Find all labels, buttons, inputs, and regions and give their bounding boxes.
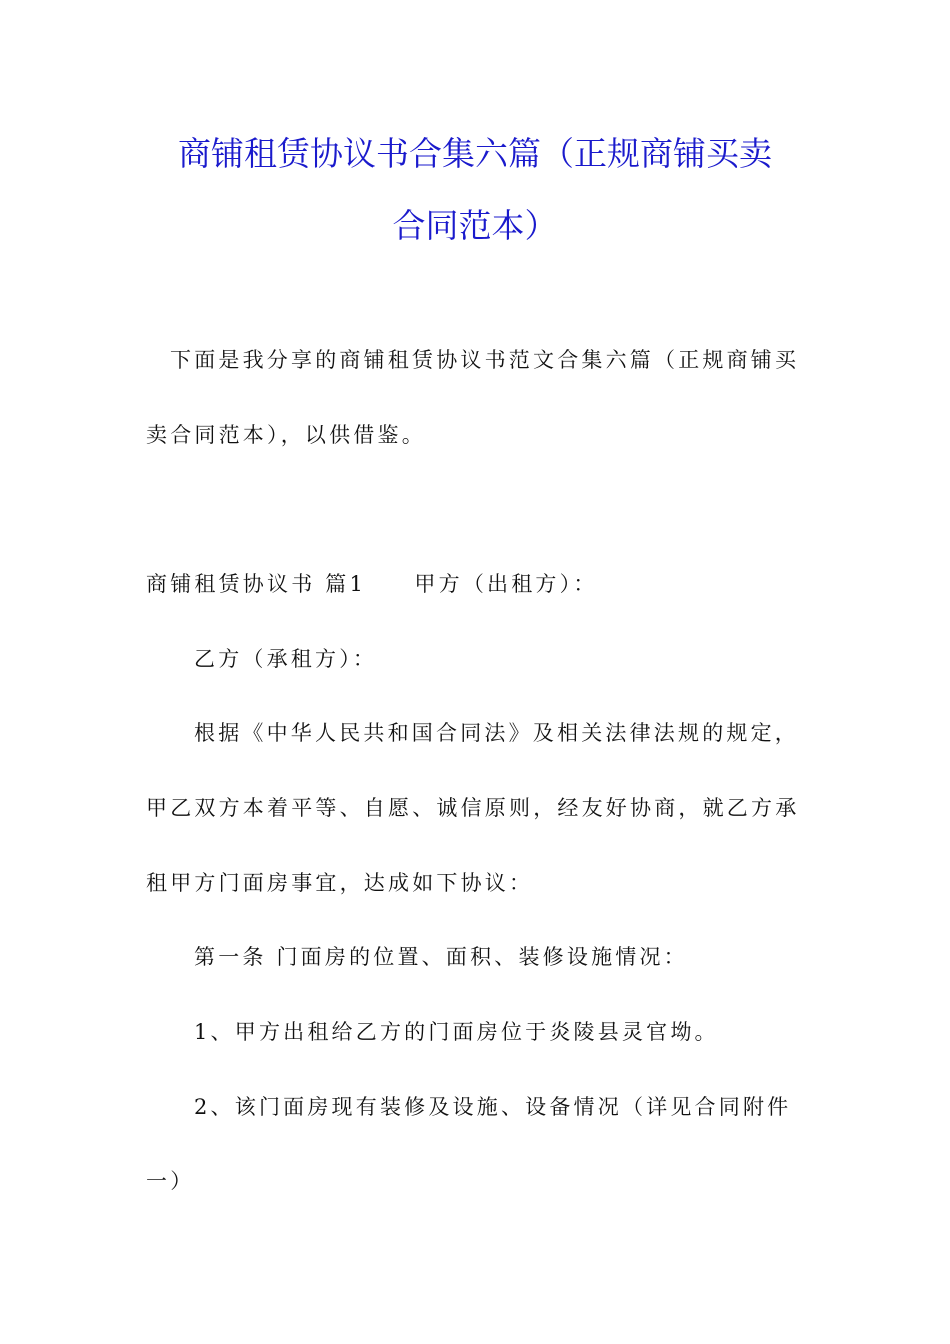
paragraph-1-line-2: 甲乙双方本着平等、自愿、诚信原则，经友好协商，就乙方承 xyxy=(146,796,800,820)
article-1-item-2-line-2: 一） xyxy=(146,1169,195,1193)
intro-paragraph-line-1: 下面是我分享的商铺租赁协议书范文合集六篇（正规商铺买 xyxy=(170,348,800,372)
paragraph-1-line-1: 根据《中华人民共和国合同法》及相关法律法规的规定， xyxy=(194,721,799,745)
section-heading: 商铺租赁协议书 篇1 甲方（出租方）： xyxy=(146,572,598,596)
article-1-heading: 第一条 门面房的位置、面积、装修设施情况： xyxy=(194,945,688,969)
paragraph-1-line-3: 租甲方门面房事宜，达成如下协议： xyxy=(146,871,534,895)
document-title-line-2: 合同范本） xyxy=(392,206,558,245)
party-b-label: 乙方（承租方）： xyxy=(194,647,378,671)
intro-paragraph-line-2: 卖合同范本），以供借鉴。 xyxy=(146,423,426,447)
article-1-item-1: 1、甲方出租给乙方的门面房位于炎陵县灵官坳。 xyxy=(194,1020,719,1044)
document-title-line-1: 商铺租赁协议书合集六篇（正规商铺买卖 xyxy=(178,134,772,173)
article-1-item-2-line-1: 2、该门面房现有装修及设施、设备情况（详见合同附件 xyxy=(194,1095,792,1119)
